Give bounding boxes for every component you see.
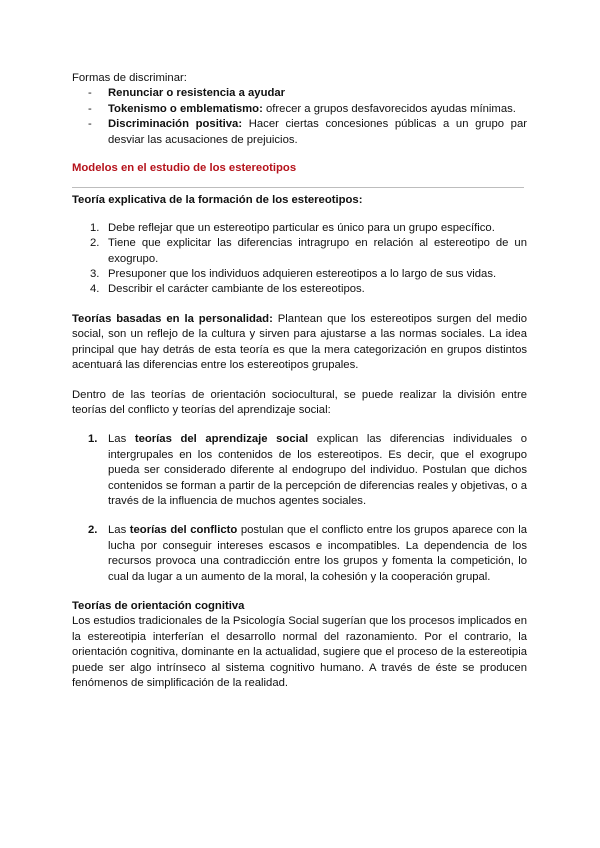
- list-item: 2. Las teorías del conflicto postulan que el conflicto entre los grupos aparece con la lucha por conseguir intereses escasos e incompatibles. La dependencia de los recursos provoca una contradicción entre los grupos y fomenta la competición, lo cual da lugar a un aumento de la moral, la cohesión y la cooperación grupal.: [88, 524, 528, 583]
- discrimination-list: [72, 86, 527, 148]
- list-item: 1. Debe reflejar que un estereotipo particular es único para un grupo específico.: [90, 221, 495, 234]
- list-item: - Tokenismo o emblematismo: ofrecer a grupos desfavorecidos ayudas mínimas.: [88, 102, 516, 115]
- cognitive-paragraph: Los estudios tradicionales de la Psicología Social sugerían que los procesos implicados en la estereotipia interferían el desarrollo normal del razonamiento. Por el contrario, la orientación cognitiva, dominante en la actualidad, sugiere que el proceso de la estereotipia puede ser algo intrínseco al sistema cognitivo humano. A través de éste se producen fenómenos de simplificación de la realidad.: [72, 615, 527, 689]
- personality-paragraph: Teorías basadas en la personalidad: Plantean que los estereotipos surgen del medio social, son un reflejo de la cultura y sirven para ajustarse a las normas sociales. La idea principal que hay detrás de esta teoría es que la mera categorización en grupos distintos acentuará las diferencias entre los estereotipos grupales.: [72, 312, 527, 372]
- sociocultural-paragraph: Dentro de las teorías de orientación sociocultural, se puede realizar la división entre teorías del conflicto y teorías del aprendizaje social:: [72, 388, 527, 416]
- list-item: - Renunciar o resistencia a ayudar: [88, 87, 286, 100]
- list-item: 3. Presuponer que los individuos adquieren estereotipos a lo largo de sus vidas.: [90, 268, 497, 281]
- section-divider: [72, 187, 524, 188]
- theories-list: [72, 432, 527, 585]
- list-item: - Discriminación positiva: Hacer ciertas concesiones públicas a un grupo par desviar las acusaciones de prejuicios.: [88, 118, 527, 146]
- list-item: 1. Las teorías del aprendizaje social explican las diferencias individuales o intergrupales en los contenidos de los estereotipos. Es decir, que el exogrupo pueda ser considerado diferente al endogrupo del individuo. Postulan que dichos contenidos se forman a partir de la percepción de diferencias reales y objetivas, o a través de la influencia de muchos agentes sociales.: [88, 433, 528, 507]
- section-title: Modelos en el estudio de los estereotipos: [72, 162, 297, 175]
- subheading: Teoría explicativa de la formación de los estereotipos:: [72, 194, 363, 207]
- cognitive-heading: Teorías de orientación cognitiva: [72, 599, 245, 612]
- requirements-list: [72, 221, 527, 298]
- list-item: 2. Tiene que explicitar las diferencias intragrupo en relación al estereotipo de un exogrupo.: [90, 237, 527, 265]
- list-item: 4. Describir el carácter cambiante de los estereotipos.: [90, 283, 365, 296]
- document-page: [72, 71, 527, 691]
- intro-label: Formas de discriminar:: [72, 72, 187, 84]
